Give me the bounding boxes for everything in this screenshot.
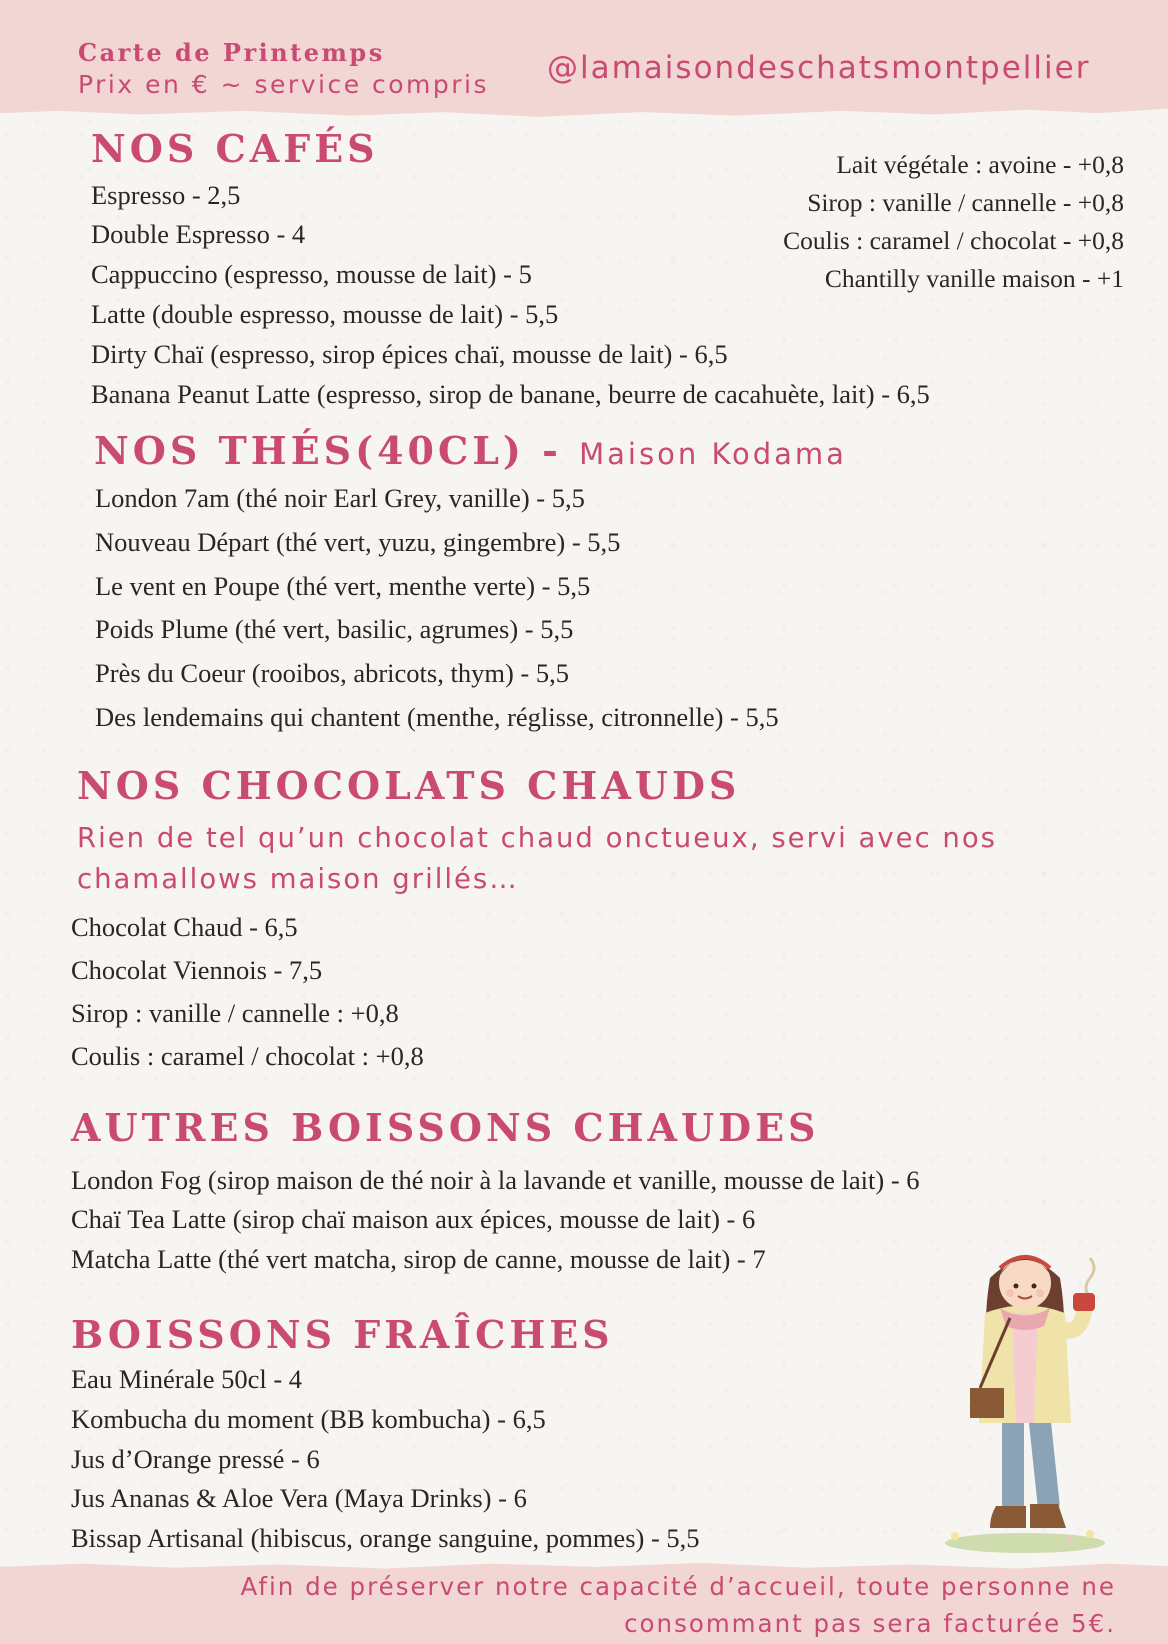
- chocolat-item: Coulis : caramel / chocolat : +0,8: [71, 1041, 424, 1071]
- cafe-item: Banana Peanut Latte (espresso, sirop de banane, beurre de cacahuète, lait) - 6,5: [91, 379, 930, 409]
- instagram-handle: @lamaisondeschatsmontpellier: [547, 50, 1091, 86]
- tea-item: Des lendemains qui chantent (menthe, réglisse, citronnelle) - 5,5: [95, 702, 779, 732]
- chocolat-intro-line: chamallows maison grillés…: [77, 863, 519, 895]
- chocolat-item: Chocolat Viennois - 7,5: [71, 955, 323, 985]
- cafe-item: Dirty Chaï (espresso, sirop épices chaï, mousse de lait) - 6,5: [91, 339, 728, 369]
- hot-drink-item: Chaï Tea Latte (sirop chaï maison aux épices, mousse de lait) - 6: [71, 1204, 756, 1234]
- extra-item: Lait végétale : avoine - +0,8: [836, 150, 1124, 179]
- chocolat-intro-line: Rien de tel qu’un chocolat chaud onctueux, servi avec nos: [77, 822, 998, 854]
- hot-drink-item: Matcha Latte (thé vert matcha, sirop de canne, mousse de lait) - 7: [71, 1244, 766, 1274]
- cafe-item: Cappuccino (espresso, mousse de lait) - 5: [91, 259, 532, 289]
- cafe-extras: [783, 152, 1124, 304]
- hot-drink-item: London Fog (sirop maison de thé noir à la lavande et vanille, mousse de lait) - 6: [71, 1165, 920, 1195]
- section-title-cafes: NOS CAFÉS: [91, 126, 379, 171]
- tea-item: London 7am (thé noir Earl Grey, vanille) - 5,5: [95, 483, 585, 513]
- footer-notice-line: consommant pas sera facturée 5€.: [624, 1609, 1116, 1638]
- tea-item: Nouveau Départ (thé vert, yuzu, gingembre) - 5,5: [95, 527, 621, 557]
- section-title-autres: AUTRES BOISSONS CHAUDES: [71, 1105, 820, 1150]
- cold-drink-item: Jus Ananas & Aloe Vera (Maya Drinks) - 6: [71, 1483, 527, 1513]
- menu-title: Carte de Printemps: [78, 38, 385, 67]
- cold-drink-item: Jus d’Orange pressé - 6: [71, 1444, 320, 1474]
- extra-item: Chantilly vanille maison - +1: [824, 264, 1124, 293]
- section-title-fraiches: BOISSONS FRAÎCHES: [71, 1312, 614, 1357]
- cafe-item: Espresso - 2,5: [91, 180, 241, 210]
- cold-drink-item: Bissap Artisanal (hibiscus, orange sanguine, pommes) - 5,5: [71, 1523, 700, 1553]
- cold-drink-item: Eau Minérale 50cl - 4: [71, 1364, 303, 1394]
- tea-brand: Maison Kodama: [579, 437, 847, 471]
- chocolat-item: Chocolat Chaud - 6,5: [71, 912, 298, 942]
- footer-notice-line: Afin de préserver notre capacité d’accueil, toute personne ne: [240, 1572, 1116, 1601]
- section-title-thes-label: NOS THÉS(40CL) -: [94, 428, 562, 473]
- tea-item: Le vent en Poupe (thé vert, menthe verte) - 5,5: [95, 571, 591, 601]
- girl-with-coffee-illustration: [930, 1238, 1120, 1558]
- tea-item: Près du Coeur (rooibos, abricots, thym) - 5,5: [95, 658, 569, 688]
- extra-item: Coulis : caramel / chocolat - +0,8: [783, 226, 1124, 255]
- extra-item: Sirop : vanille / cannelle - +0,8: [807, 188, 1124, 217]
- cold-drink-item: Kombucha du moment (BB kombucha) - 6,5: [71, 1404, 546, 1434]
- cafe-item: Latte (double espresso, mousse de lait) - 5,5: [91, 299, 559, 329]
- cafe-item: Double Espresso - 4: [91, 219, 306, 249]
- chocolat-intro: [77, 818, 997, 900]
- section-title-chocolats: NOS CHOCOLATS CHAUDS: [77, 763, 741, 808]
- menu-subtitle: Prix en € ~ service compris: [78, 70, 490, 99]
- tea-item: Poids Plume (thé vert, basilic, agrumes) - 5,5: [95, 614, 574, 644]
- section-title-thes: [94, 428, 847, 473]
- footer-notice: [240, 1568, 1116, 1642]
- chocolat-item: Sirop : vanille / cannelle : +0,8: [71, 998, 399, 1028]
